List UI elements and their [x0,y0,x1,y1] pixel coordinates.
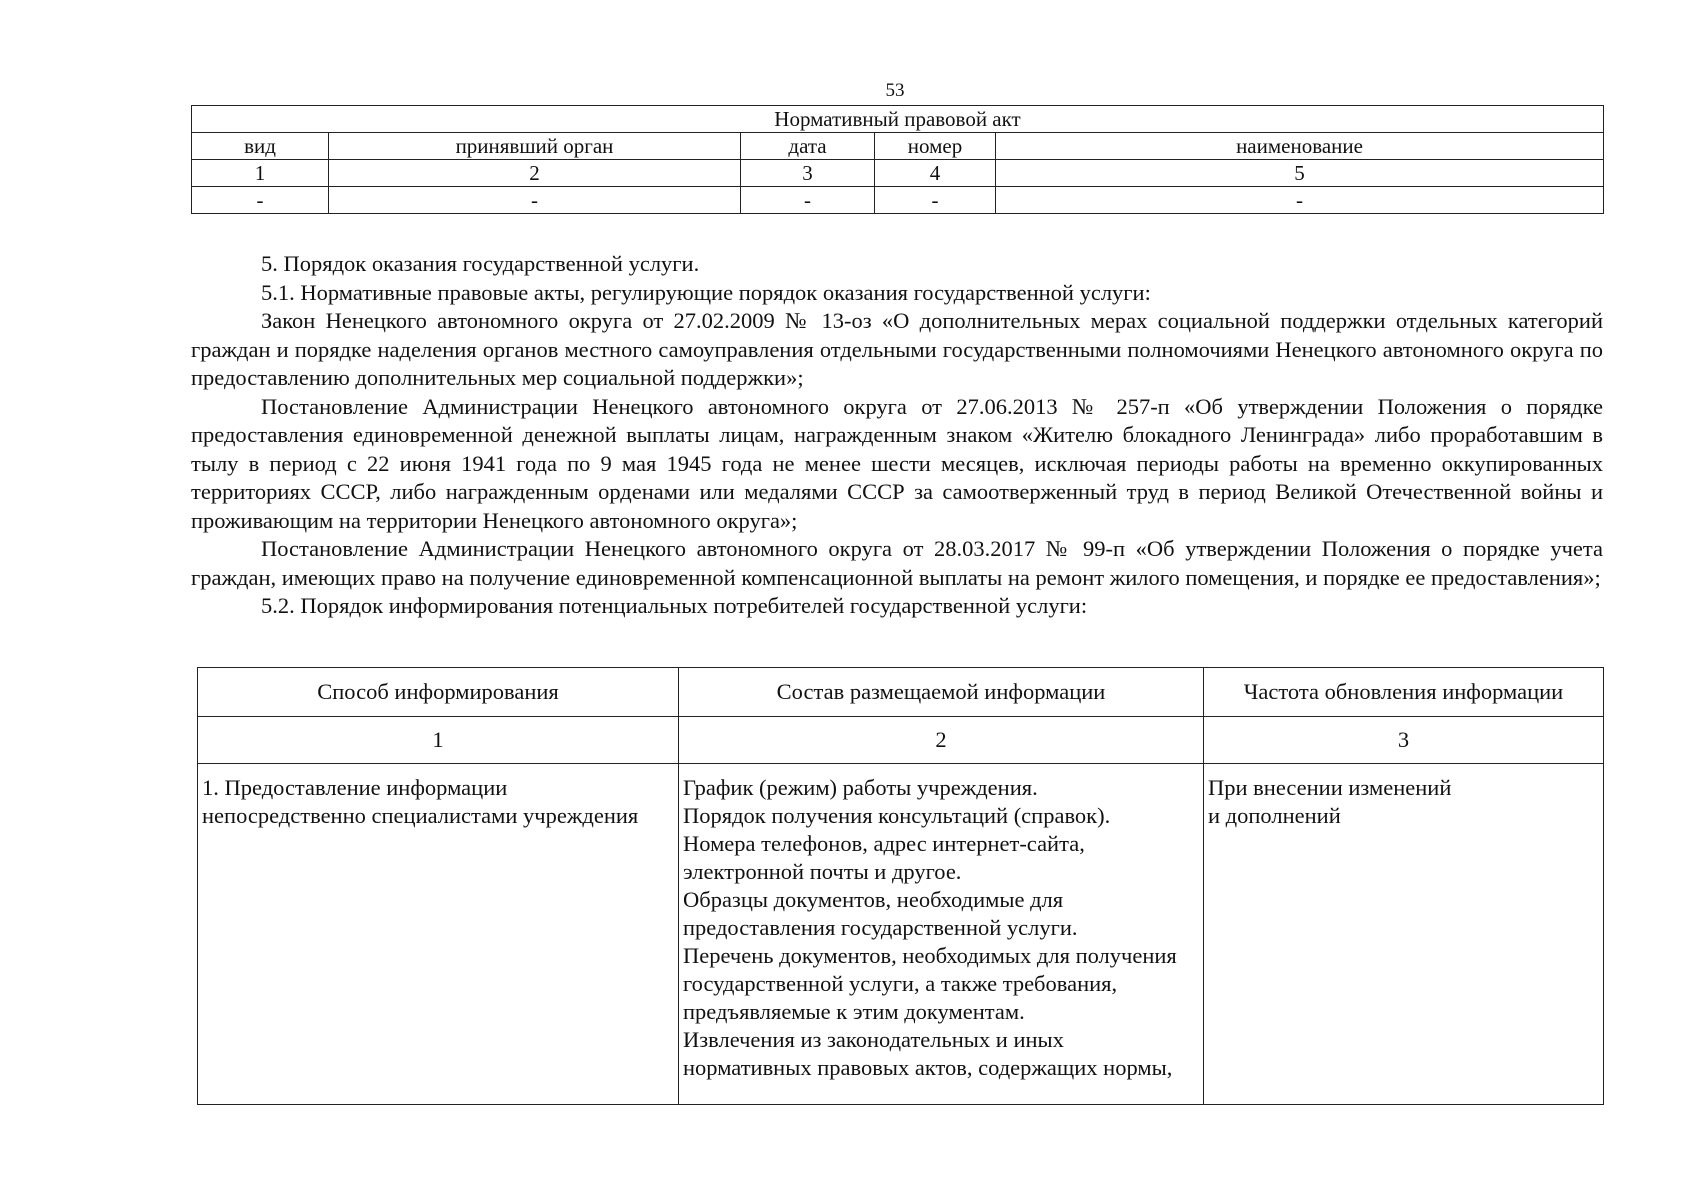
table2-cell-content [679,764,1204,1105]
table1-header-name: наименование [996,133,1604,160]
content-line: государственной услуги, а также требования, [683,971,1118,996]
content-line: Извлечения из законодательных и иных [683,1027,1064,1052]
paragraph-resolution-99: Постановление Администрации Ненецкого автономного округа от 28.03.2017 № 99-п «Об утверждении Положения о порядке учета граждан, имеющих право на получение единовременной компенсационной выплаты на ремонт жилого помещения, и порядке ее предоставления»; [191,536,1603,590]
content-line: предъявляемые к этим документам. [683,999,1025,1024]
content-line: Перечень документов, необходимых для получения [683,943,1177,968]
table1-col-number: 1 [192,160,329,187]
content-line: График (режим) работы учреждения. [683,775,1038,800]
table2-col-number: 3 [1204,717,1604,764]
content-line: Номера телефонов, адрес интернет-сайта, [683,831,1085,856]
table-row [198,764,1604,1105]
table1-cell: - [741,187,875,214]
method-line: непосредственно специалистами учреждения [202,803,639,828]
table1-title: Нормативный правовой акт [192,106,1604,133]
content-line: предоставления государственной услуги. [683,915,1078,940]
table1-cell: - [329,187,741,214]
frequency-line: и дополнений [1208,803,1341,828]
table1-header-date: дата [741,133,875,160]
paragraph-resolution-257: Постановление Администрации Ненецкого автономного округа от 27.06.2013 № 257-п «Об утверждении Положения о порядке предоставления единовременной денежной выплаты лицам, награжденным знаком «Жителю блокадного Ленинграда» либо проработавшим в тылу в период с 22 июня 1941 года по 9 мая 1945 года не менее шести месяцев, исключая периоды работы на временно оккупированных территориях СССР, либо награжденным орденами или медалями СССР за самоотверженный труд в период Великой Отечественной войны и проживающим на территории Ненецкого автономного округа»; [191,393,1603,533]
table2-cell-method [198,764,679,1105]
table1-col-number: 4 [875,160,996,187]
subsection-heading-informing: 5.2. Порядок информирования потенциальных потребителей государственной услуги: [261,593,1088,618]
subsection-heading: 5.1. Нормативные правовые акты, регулирующие порядок оказания государственной услуги: [261,279,1151,305]
table1-cell: - [192,187,329,214]
table1-cell: - [875,187,996,214]
page-number: 53 [885,80,905,101]
table2-col-number: 2 [679,717,1204,764]
method-line: 1. Предоставление информации [202,775,508,800]
table1-header-authority: принявший орган [329,133,741,160]
normative-act-table [191,105,1604,214]
frequency-line: При внесении изменений [1208,775,1452,800]
informing-table [197,667,1604,1105]
content-line: электронной почты и другое. [683,859,962,884]
table1-col-number: 3 [741,160,875,187]
table1-cell: - [996,187,1604,214]
content-line: Порядок получения консультаций (справок). [683,803,1111,828]
table1-col-number: 2 [329,160,741,187]
paragraph-law: Закон Ненецкого автономного округа от 27.02.2009 № 13-оз «О дополнительных мерах социальной поддержки отдельных категорий граждан и порядке наделения органов местного самоуправления отдельными государственными полномочиями Ненецкого автономного округа по предоставлению дополнительных мер социальной поддержки»; [191,308,1603,390]
content-line: нормативных правовых актов, содержащих нормы, [683,1055,1173,1080]
table2-cell-frequency [1204,764,1604,1105]
section-heading: 5. Порядок оказания государственной услуги. [261,251,700,276]
table1-header-type: вид [192,133,329,160]
content-line: Образцы документов, необходимые для [683,887,1064,912]
body-text [191,250,1603,621]
table2-header-frequency: Частота обновления информации [1204,668,1604,717]
table-row [192,187,1604,214]
table2-header-method: Способ информирования [198,668,679,717]
table2-col-number: 1 [198,717,679,764]
table2-header-content: Состав размещаемой информации [679,668,1204,717]
table1-header-number: номер [875,133,996,160]
table1-col-number: 5 [996,160,1604,187]
